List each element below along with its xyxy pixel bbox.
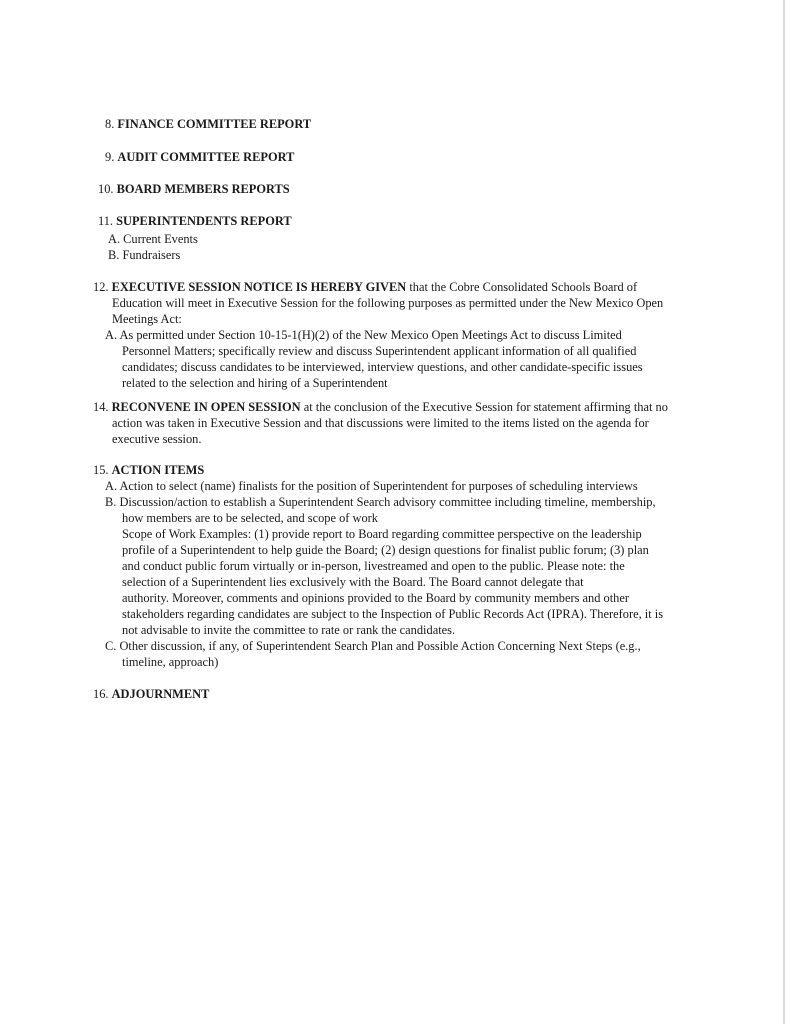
agenda-item-14 <box>93 399 703 447</box>
agenda-item-9 <box>105 149 715 165</box>
sub-item-b-line: profile of a Superintendent to help guide the Board; (2) design questions for finalist public forum; (3) plan <box>122 543 649 557</box>
sub-item-b-line: Scope of Work Examples: (1) provide report to Board regarding committee perspective on the leadership <box>122 527 642 541</box>
sub-item-b-line: stakeholders regarding candidates are subject to the Inspection of Public Records Act (IPRA). Therefore, it is <box>122 607 664 621</box>
sub-item-a: A. As permitted under Section 10-15-1(H)(2) of the New Mexico Open Meetings Act to discuss Limited <box>105 328 622 342</box>
item-title: EXECUTIVE SESSION NOTICE IS HEREBY GIVEN <box>111 280 407 294</box>
item-title: BOARD MEMBERS REPORTS <box>116 182 290 196</box>
item-title: ADJOURNMENT <box>111 687 210 701</box>
sub-item-a-line: candidates; discuss candidates to be interviewed, interview questions, and other candidate-specific issues <box>122 360 643 374</box>
item-number: 11. <box>98 214 114 228</box>
sub-item-c: C. Other discussion, if any, of Superintendent Search Plan and Possible Action Concerning Next Steps (e.g., <box>105 639 641 653</box>
item-number: 12. <box>93 280 109 294</box>
sub-item-b-line: authority. Moreover, comments and opinions provided to the Board by community members and other <box>122 591 629 605</box>
item-text-line: Meetings Act: <box>112 312 182 326</box>
item-title: AUDIT COMMITTEE REPORT <box>117 150 295 164</box>
sub-item-a-line: Personnel Matters; specifically review and discuss Superintendent applicant information of all qualified <box>122 344 637 358</box>
item-number: 14. <box>93 400 109 414</box>
agenda-item-15 <box>93 462 703 670</box>
item-text-line: Education will meet in Executive Session for the following purposes as permitted under the New Mexico Open <box>112 296 664 310</box>
sub-item-a: A. Action to select (name) finalists for the position of Superintendent for purposes of scheduling interviews <box>105 479 638 493</box>
item-title: RECONVENE IN OPEN SESSION <box>111 400 301 414</box>
sub-item-b-line: and conduct public forum virtually or in-person, livestreamed and open to the public. Please note: the <box>122 559 625 573</box>
item-number: 15. <box>93 463 109 477</box>
agenda-item-12 <box>93 279 703 391</box>
agenda-item-8 <box>105 116 715 132</box>
item-number: 8. <box>105 117 115 131</box>
item-title: ACTION ITEMS <box>111 463 205 477</box>
item-text-line: executive session. <box>112 432 202 446</box>
agenda-item-11 <box>98 213 708 263</box>
sub-item-fundraisers: B. Fundraisers <box>108 248 181 262</box>
item-title: FINANCE COMMITTEE REPORT <box>117 117 312 131</box>
item-title: SUPERINTENDENTS REPORT <box>116 214 292 228</box>
item-number: 10. <box>98 182 114 196</box>
agenda-item-10 <box>98 181 708 197</box>
sub-item-b-line: how members are to be selected, and scope of work <box>122 511 378 525</box>
item-text: that the Cobre Consolidated Schools Board of <box>409 280 638 294</box>
sub-item-b-line: selection of a Superintendent lies exclusively with the Board. The Board cannot delegate that <box>122 575 584 589</box>
item-text: at the conclusion of the Executive Session for statement affirming that no <box>303 400 668 414</box>
sub-item-a-line: related to the selection and hiring of a Superintendent <box>122 376 388 390</box>
sub-item-b: B. Discussion/action to establish a Superintendent Search advisory committee including timeline, membership, <box>105 495 656 509</box>
page-edge-shadow <box>783 0 785 1024</box>
item-number: 16. <box>93 687 109 701</box>
agenda-item-16 <box>93 686 703 702</box>
sub-item-c-line: timeline, approach) <box>122 655 219 669</box>
sub-item-b-line: not advisable to invite the committee to rate or rank the candidates. <box>122 623 456 637</box>
sub-item-current-events: A. Current Events <box>108 232 198 246</box>
item-text-line: action was taken in Executive Session and that discussions were limited to the items listed on the agenda for <box>112 416 649 430</box>
item-number: 9. <box>105 150 115 164</box>
